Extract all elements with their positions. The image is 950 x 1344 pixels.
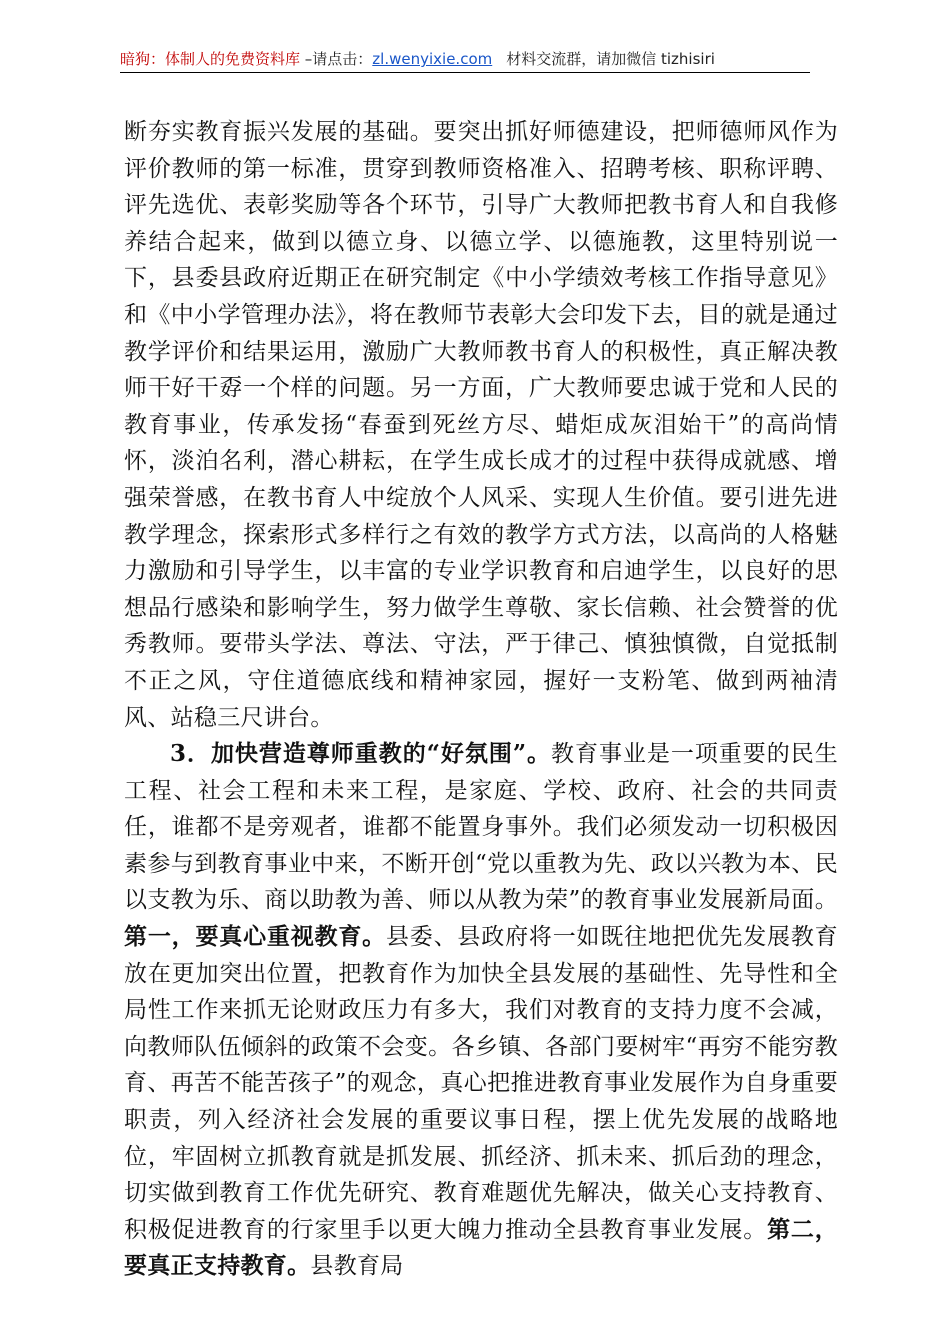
paragraph-text: 县教育局 bbox=[310, 1253, 404, 1280]
section-heading: 3．加快营造尊师重教的“好氛围”。 bbox=[170, 740, 551, 768]
header-brand: 暗狗：体制人的免费资料库 bbox=[120, 50, 301, 68]
paragraph-text: 教育事业是一项重要的民生工程、社会工程和未来工程，是家庭、学校、政府、社会的共同责任，谁都不是旁观者，谁都不能置身事外。我们必须发动一切积极因素参与到教育事业中来，不断开创“党以重教为先、政以兴教为本、民以支教为乐、商以助教为善、师以从教为荣”的教育事业发展新局面。 bbox=[124, 741, 838, 914]
document-body bbox=[124, 114, 838, 1285]
point-two-heading: 第二，要真正支持教育。 bbox=[124, 1215, 838, 1280]
paragraph-text: 县委、县政府将一如既往地把优先发展教育放在更加突出位置，把教育作为加快全县发展的基础性、先导性和全局性工作来抓无论财政压力有多大，我们对教育的支持力度不会减，向教师队伍倾斜的政策不会变。各乡镇、各部门要树牢“再穷不能穷教育、再苦不能苦孩子”的观念，真心把推进教育事业发展作为自身重要职责，列入经济社会发展的重要议事日程，摆上优先发展的战略地位，牢固树立抓教育就是抓发展、抓经济、抓未来、抓后劲的理念，切实做到教育工作优先研究、教育难题优先解决，做关心支持教育、积极促进教育的行家里手以更大魄力推动全县教育事业发展。 bbox=[124, 924, 838, 1243]
header-prompt: –请点击： bbox=[300, 50, 373, 68]
header-divider bbox=[120, 72, 810, 73]
point-one-heading: 第一，要真心重视教育。 bbox=[124, 923, 386, 951]
page-header bbox=[120, 47, 810, 71]
paragraph-teacher-ethics: 断夯实教育振兴发展的基础。要突出抓好师德建设，把师德师风作为评价教师的第一标准，贯穿到教师资格准入、招聘考核、职称评聘、评先选优、表彰奖励等各个环节，引导广大教师把教书育人和自我修养结合起来，做到以德立身、以德立学、以德施教，这里特别说一下，县委县政府近期正在研究制定《中小学绩效考核工作指导意见》和《中小学管理办法》，将在教师节表彰大会印发下去，目的就是通过教学评价和结果运用，激励广大教师教书育人的积极性，真正解决教师干好干孬一个样的问题。另一方面，广大教师要忠诚于党和人民的教育事业，传承发扬“春蚕到死丝方尽、蜡炬成灰泪始干”的高尚情怀，淡泊名利，潜心耕耘，在学生成长成才的过程中获得成就感、增强荣誉感，在教书育人中绽放个人风采、实现人生价值。要引进先进教学理念，探索形式多样行之有效的教学方式方法，以高尚的人格魅力激励和引导学生，以丰富的专业学识教育和启迪学生，以良好的思想品行感染和影响学生，努力做学生尊敬、家长信赖、社会赞誉的优秀教师。要带头学法、尊法、守法，严于律己、慎独慎微，自觉抵制不正之风，守住道德底线和精神家园，握好一支粉笔、做到两袖清风、站稳三尺讲台。 bbox=[124, 119, 838, 731]
header-contact: 材料交流群，请加微信 tizhisiri bbox=[506, 50, 715, 68]
header-link[interactable]: zl.wenyixie.com bbox=[372, 50, 493, 68]
paragraph-respect-teachers bbox=[124, 736, 838, 1285]
